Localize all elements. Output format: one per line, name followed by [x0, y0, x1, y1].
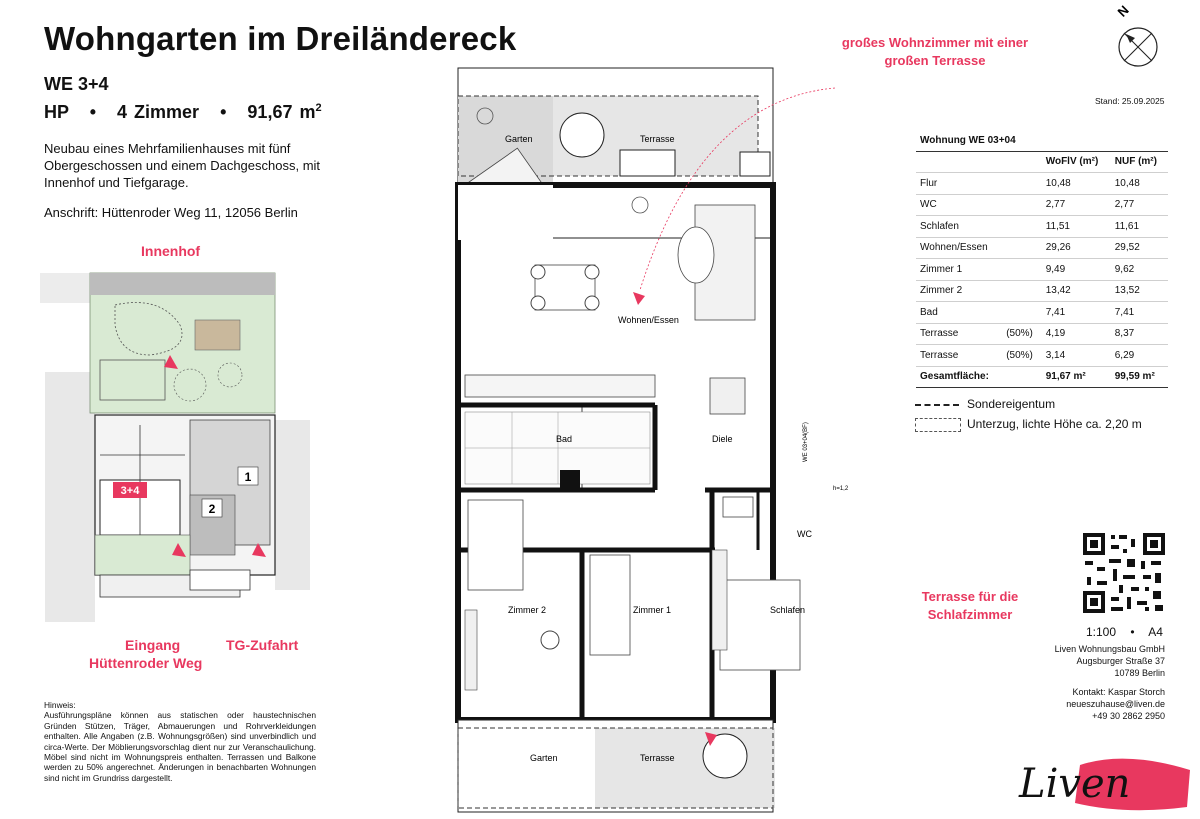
site-badge-1: 1	[244, 470, 252, 484]
row-wofiv: 7,41	[1042, 302, 1111, 324]
row-nuf: 6,29	[1111, 345, 1168, 367]
room-wohnen: Wohnen/Essen	[618, 315, 679, 325]
row-name: Bad	[916, 302, 1002, 324]
table-row	[916, 259, 1168, 281]
table-row	[916, 302, 1168, 324]
entrance-label-1: Eingang	[125, 637, 181, 653]
disclaimer	[44, 700, 316, 783]
row-note	[1002, 173, 1042, 195]
room-zimmer1: Zimmer 1	[633, 605, 671, 615]
row-nuf: 29,52	[1111, 237, 1168, 259]
living-callout	[815, 34, 1055, 70]
row-name: Terrasse	[916, 323, 1002, 345]
disclaimer-heading: Hinweis:	[44, 700, 76, 710]
room-schlafen: Schlafen	[770, 605, 806, 615]
qr-code-icon	[1083, 533, 1165, 613]
contact-info	[1040, 686, 1165, 722]
row-note	[1002, 194, 1042, 216]
row-name: Terrasse	[916, 345, 1002, 367]
room-wc: WC	[797, 529, 812, 539]
row-note	[1002, 216, 1042, 238]
dashed-box-icon	[915, 418, 961, 432]
row-wofiv: 13,42	[1042, 280, 1111, 302]
liven-logo	[1005, 745, 1195, 815]
table-row	[916, 237, 1168, 259]
separator: •	[1130, 625, 1135, 639]
row-name: Zimmer 2	[916, 280, 1002, 302]
room-h-label: h=1,2	[833, 486, 849, 492]
table-header-row	[916, 151, 1168, 173]
garage-label: TG-Zufahrt	[226, 637, 299, 653]
legend-sondereigentum	[915, 397, 1055, 411]
entrance-label-2: Hüttenroder Weg	[89, 655, 203, 671]
unit-rooms: 4 Zimmer	[117, 102, 200, 122]
row-nuf: 10,48	[1111, 173, 1168, 195]
row-note: (50%)	[1002, 323, 1042, 345]
row-wofiv: 10,48	[1042, 173, 1111, 195]
row-wofiv: 11,51	[1042, 216, 1111, 238]
room-terrasse-top: Terrasse	[640, 134, 675, 144]
total-nuf: 99,59 m²	[1111, 366, 1168, 388]
company-name: Liven Wohnungsbau GmbH	[1054, 644, 1165, 654]
scale-label	[1086, 625, 1163, 639]
row-note	[1002, 302, 1042, 324]
floor-plan	[440, 60, 849, 815]
row-wofiv: 4,19	[1042, 323, 1111, 345]
stand-date: Stand: 25.09.2025	[1095, 96, 1165, 106]
living-callout-line-2: großen Terrasse	[884, 53, 986, 68]
row-note	[1002, 237, 1042, 259]
room-terrasse-bottom: Terrasse	[640, 753, 675, 763]
room-side-label: WE 03+04(BF)	[803, 422, 809, 462]
row-nuf: 9,62	[1111, 259, 1168, 281]
row-nuf: 11,61	[1111, 216, 1168, 238]
unit-type: HP	[44, 102, 69, 122]
unit-area-sup: 2	[315, 102, 322, 114]
row-wofiv: 29,26	[1042, 237, 1111, 259]
living-callout-line-1: großes Wohnzimmer mit einer	[841, 35, 1029, 50]
row-nuf: 13,52	[1111, 280, 1168, 302]
total-label: Gesamtfläche:	[916, 366, 1042, 388]
row-note	[1002, 280, 1042, 302]
compass-north: N	[1114, 2, 1132, 20]
separator: •	[89, 102, 97, 122]
row-nuf: 2,77	[1111, 194, 1168, 216]
table-row	[916, 216, 1168, 238]
table-row	[916, 194, 1168, 216]
row-wofiv: 2,77	[1042, 194, 1111, 216]
table-row	[916, 173, 1168, 195]
company-street: Augsburger Straße 37	[1076, 656, 1165, 666]
legend-unterzug	[915, 417, 1142, 432]
separator: •	[220, 102, 227, 122]
room-bad: Bad	[556, 434, 573, 444]
room-zimmer2: Zimmer 2	[508, 605, 546, 615]
room-diele: Diele	[712, 434, 733, 444]
row-nuf: 8,37	[1111, 323, 1168, 345]
row-name: Zimmer 1	[916, 259, 1002, 281]
row-name: Flur	[916, 173, 1002, 195]
table-total-row	[916, 366, 1168, 388]
total-wofiv: 91,67 m²	[1042, 366, 1111, 388]
area-table	[916, 130, 1168, 388]
paper-size: A4	[1148, 625, 1163, 639]
contact-name: Kontakt: Kaspar Storch	[1072, 687, 1165, 697]
bedroom-callout-line-1: Terrasse für die	[921, 589, 1019, 604]
contact-email[interactable]: neueszuhause@liven.de	[1066, 699, 1165, 709]
project-address: Anschrift: Hüttenroder Weg 11, 12056 Berlin	[44, 205, 298, 220]
legend-sondereigentum-label: Sondereigentum	[967, 397, 1056, 411]
company-city: 10789 Berlin	[1114, 668, 1165, 678]
bedroom-callout-line-2: Schlafzimmer	[927, 607, 1013, 622]
row-wofiv: 3,14	[1042, 345, 1111, 367]
site-plan	[40, 265, 330, 630]
site-badge-2: 2	[208, 502, 216, 516]
row-name: Schlafen	[916, 216, 1002, 238]
room-garten-top: Garten	[505, 134, 533, 144]
company-info	[1040, 643, 1165, 679]
unit-area: 91,67 m	[247, 102, 316, 122]
contact-phone[interactable]: +49 30 2862 2950	[1092, 711, 1165, 721]
row-wofiv: 9,49	[1042, 259, 1111, 281]
unit-label: WE 3+4	[44, 74, 109, 94]
page-title: Wohngarten im Dreiländereck	[44, 20, 517, 57]
bedroom-callout	[895, 588, 1045, 624]
table-row	[916, 345, 1168, 367]
col-wofiv: WoFlV (m²)	[1042, 151, 1111, 173]
legend-unterzug-label: Unterzug, lichte Höhe ca. 2,20 m	[967, 417, 1142, 431]
compass-icon	[1105, 0, 1165, 75]
table-row	[916, 323, 1168, 345]
table-row	[916, 280, 1168, 302]
unit-meta	[44, 102, 322, 123]
table-title: Wohnung WE 03+04	[916, 130, 1168, 151]
row-name: Wohnen/Essen	[916, 237, 1002, 259]
logo-text: Liven	[1019, 761, 1131, 807]
row-note: (50%)	[1002, 345, 1042, 367]
row-name: WC	[916, 194, 1002, 216]
disclaimer-text: Ausführungspläne können aus statischen oder haustechnischen Gründen Stützen, Träger, Abmauerungen und Rohrverkleidungen enthalten. Alle Angaben (z.B. Wohnungsgrößen) sind unverbindlich und circa-Werte. Der Möblierungsvorschlag dient nur zur Veranschaulichung. Möbel sind nicht im Wohnungspreis enthalten. Terrassen und Balkone werden zu 50% angerechnet. Änderungen in benachbarten Wohnungen sind nicht im Grundriss dargestellt.	[44, 710, 316, 783]
courtyard-label: Innenhof	[141, 243, 201, 259]
row-nuf: 7,41	[1111, 302, 1168, 324]
table-title-row	[916, 130, 1168, 151]
row-note	[1002, 259, 1042, 281]
col-nuf: NUF (m²)	[1111, 151, 1168, 173]
scale-value: 1:100	[1086, 625, 1117, 639]
project-description: Neubau eines Mehrfamilienhauses mit fünf Obergeschossen und einem Dachgeschoss, mit Innenhof und Tiefgarage.	[44, 141, 321, 190]
room-garten-bottom: Garten	[530, 753, 558, 763]
dashed-line-icon	[915, 404, 959, 406]
site-badge-unit: 3+4	[120, 485, 140, 497]
